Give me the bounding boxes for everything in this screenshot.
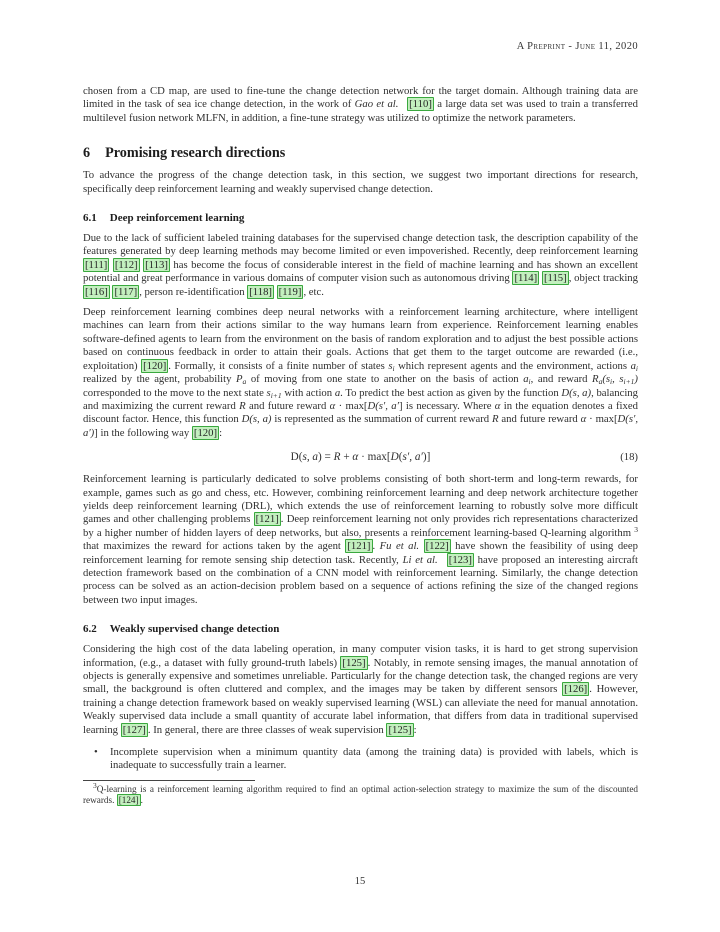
math-inline: D(s, a) xyxy=(241,413,272,426)
section-title: Deep reinforcement learning xyxy=(109,212,245,225)
math-inline: α xyxy=(494,399,501,412)
citation-link-125[interactable]: [125] xyxy=(342,656,366,669)
math-inline: R xyxy=(592,373,599,386)
math-inline: α xyxy=(352,451,359,464)
section-heading-6.1 xyxy=(83,212,638,225)
italic-text: Fu et al. xyxy=(379,540,420,553)
math-inline: a xyxy=(523,373,529,386)
math-inline: R xyxy=(333,451,341,464)
math-inline: α xyxy=(329,399,336,412)
math-inline: D(s′, a′ xyxy=(367,399,399,412)
math-subscript: i+1 xyxy=(623,377,635,387)
italic-text: Li et al. xyxy=(402,553,438,566)
section-number: 6 xyxy=(83,145,91,162)
italic-text: Gao et al. xyxy=(354,98,399,111)
citation-link-126[interactable]: [126] xyxy=(564,683,588,696)
equation xyxy=(83,449,638,465)
citation-link-113[interactable]: [113] xyxy=(145,258,168,271)
citation-link-120[interactable]: [120] xyxy=(193,426,218,439)
running-header: A Preprint - June 11, 2020 xyxy=(516,41,638,52)
page-number: 15 xyxy=(354,876,366,887)
math-inline: D xyxy=(390,451,399,464)
math-inline: s, a xyxy=(302,451,319,464)
list-item: • Incomplete supervision when a minimum quantity data (among the training data) is provided with labels, which is inadequate to successfully train a learner. xyxy=(94,746,638,772)
citation-link-125[interactable]: [125] xyxy=(388,723,412,736)
math-inline: α xyxy=(580,413,587,426)
footnote-marker: 3 xyxy=(634,524,638,534)
paragraph: Reinforcement learning is particularly dedicated to solve problems consisting of both short-term and long-term rewards, for example, games such as go and chess, etc. However, combining reinforcement learning and deep network architecture together yields deep reinforcement learning (DRL), which extends the use of reinforcement learning to robustly solve more difficult games and other challenging problems [121] . Deep reinforcement learning not only provides rich representations characterized by a higher number of hidden layers of deep networks, but also, presents a reinforcement learning-based Q-learning algorithm $^3$ that maximizes the reward for actions taken by the agent [121] . Fu et al. [122] have shown the feasibility of using deep reinforcement learning for remote sensing ship detection task. Recently, Li et al. [123] have proposed an interesting aircraft detection framework based on the combination of a CNN model with reinforcement learning. Similarly, the change detection process can be solved as an action-decision problem based on a sequence of actions refining the size of the changed regions between two input images. xyxy=(83,473,638,606)
citation-link-121[interactable]: [121] xyxy=(347,540,371,553)
document-body xyxy=(83,85,638,773)
bullet-icon: • xyxy=(94,746,98,759)
math-inline: R xyxy=(492,413,499,426)
section-number: 6.2 xyxy=(83,623,97,636)
math-inline: ) xyxy=(634,373,638,386)
citation-link-112[interactable]: [112] xyxy=(114,258,138,271)
math-inline: P xyxy=(236,373,243,386)
footnote-separator xyxy=(83,780,255,781)
paragraph: Deep reinforcement learning combines deep neural networks with a reinforcement learning architecture, where intelligent machines can learn from their actions similar to the way humans learn from experience. Reinforcement learning enables software-defined agents to learn from the environment on the basis of random exploration and to adjust the best possible actions based on continuous feedback in order to attain their goals. Actions that get them to the target outcome are rewarded (i.e., exploitation) [120] . Formally, it consists of a finite number of states $s_i$ which represent agents and the environment, actions $a_i$ realized by the agent, probability $P_a$ of moving from one state to another on the basis of action $a_i$, and reward $R_a(s_i$, $s_{i+1}$) corresponded to the move to the next state $s_{i+1}$ with action a. To predict the best action as given by the function D(s, a), balancing and maximizing the current reward R and future reward α · max[D(s′, a′] is necessary. Where α in the equation denotes a fixed discount factor. Hence, this function D(s, a) is represented as the summation of current reward R and future reward α · max[D(s′, a′)] in the following way [120] : xyxy=(83,306,638,439)
footnote-area xyxy=(83,780,638,807)
math-subscript: a xyxy=(242,377,247,387)
section-heading-6.2 xyxy=(83,623,638,636)
citation-link-122[interactable]: [122] xyxy=(425,540,449,553)
math-inline: a xyxy=(334,386,341,399)
citation-link-119[interactable]: [119] xyxy=(278,285,302,298)
math-inline: (s xyxy=(602,373,611,386)
citation-link-114[interactable]: [114] xyxy=(514,272,538,285)
citation-link-121[interactable]: [121] xyxy=(255,513,279,526)
paragraph: To advance the progress of the change detection task, in this section, we suggest two important directions for research, specifically deep reinforcement learning and weakly supervised change detection. xyxy=(83,169,638,195)
citation-link-115[interactable]: [115] xyxy=(543,272,567,285)
citation-link-123[interactable]: [123] xyxy=(448,553,472,566)
section-heading-6 xyxy=(83,145,638,162)
math-inline: s xyxy=(266,386,271,399)
section-number: 6.1 xyxy=(83,212,97,225)
citation-link-117[interactable]: [117] xyxy=(114,285,138,298)
citation-link-111[interactable]: [111] xyxy=(85,258,108,271)
citation-link-110[interactable]: [110] xyxy=(409,98,432,111)
citation-link-116[interactable]: [116] xyxy=(85,285,108,298)
equation-body: D(s, a) = R + α · max[D(s′, a′)] xyxy=(290,451,431,464)
math-inline: D(s, a) xyxy=(561,386,592,399)
math-subscript: i xyxy=(635,363,638,373)
footnote: $^3$Q-learning is a reinforcement learning algorithm required to find an optimal action-selection strategy to maximize the sum of the discounted rewards. [124] . xyxy=(83,780,638,806)
math-inline: a xyxy=(630,359,636,372)
footnote-number: 3 xyxy=(93,780,97,790)
citation-link-124[interactable]: [124] xyxy=(118,795,139,806)
math-subscript: i xyxy=(392,363,395,373)
section-title: Promising research directions xyxy=(105,145,286,162)
math-subscript: i xyxy=(610,377,613,387)
paragraph: Considering the high cost of the data labeling operation, in many computer vision tasks, it is hard to get strong supervision information, (e.g., a dataset with fully ground-truth labels) [125] . Notably, in remote sensing images, the manual annotation of objects is generally expensive and sometimes unreliable. Particularly for the change detection task, the changed regions are very small, the background is often cluttered and complex, and the images may be taken by different sensors [126] . However, training a change detection framework based on weakly supervised learning (WSL) can alleviate the need for manual annotation. Weakly supervised data include a small quantity of accurate label information, that differs from data in traditional supervised learning [127] . In general, there are three classes of weak supervision [125] : xyxy=(83,643,639,736)
citation-link-127[interactable]: [127] xyxy=(122,723,146,736)
paragraph: Due to the lack of sufficient labeled training databases for the supervised change detection task, the description capability of the features generated by deep learning methods may become limited or even impoverished. Recently, deep reinforcement learning [111] [112] [113] has become the focus of considerable interest in the field of machine learning and has shown an excellent potential and great performance in various domains of computer vision such as autonomous driving [114] [115] , object tracking [116] [117] , person re-identification [118] [119] , etc. xyxy=(83,232,639,298)
section-title: Weakly supervised change detection xyxy=(109,623,280,636)
math-subscript: i xyxy=(528,377,531,387)
math-inline: s′, a′ xyxy=(402,451,423,464)
math-inline: R xyxy=(239,399,246,412)
paragraph: chosen from a CD map, are used to fine-tune the change detection network for the target domain. Although training data are limited in the task of sea ice change detection, in the work of Gao et al. [110] a large data set was used to train a transferred multilevel fusion network MLFN, in addition, a fine-tune strategy was utilized to optimize the network parameters. xyxy=(83,85,639,124)
math-inline: , s xyxy=(612,373,624,386)
math-inline: s xyxy=(388,359,393,372)
citation-link-118[interactable]: [118] xyxy=(249,285,272,298)
math-inline: D(s′, a′) xyxy=(83,413,638,439)
math-subscript: i+1 xyxy=(270,390,282,400)
equation-number: (18) xyxy=(620,451,638,464)
citation-link-120[interactable]: [120] xyxy=(143,359,167,372)
math-subscript: a xyxy=(598,377,603,387)
